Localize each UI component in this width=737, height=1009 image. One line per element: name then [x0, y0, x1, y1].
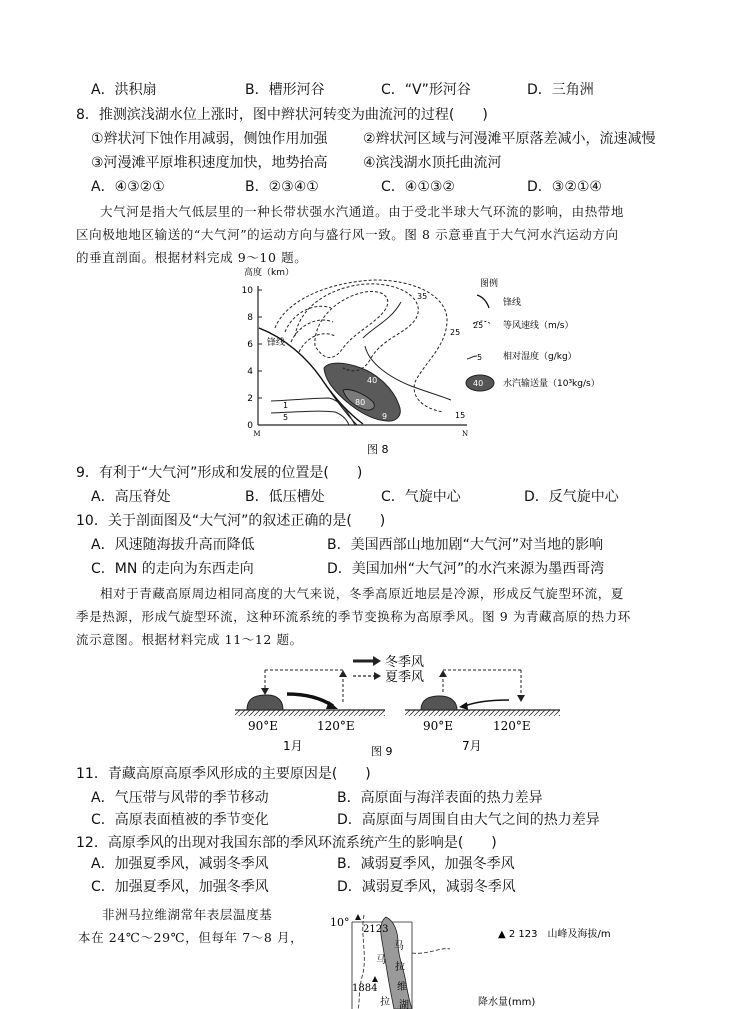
q12-option-a: A．加强夏季风，减弱冬季风 — [91, 856, 269, 872]
fig8-legend-flux-value: 40 — [473, 379, 484, 388]
q8-stem: 8．推测滨浅湖水位上涨时，图中辫状河转变为曲流河的过程( ) — [76, 107, 488, 123]
q9-option-a: A．高压脊处 — [91, 489, 171, 505]
q8-option-b: B．②③④① — [245, 179, 319, 195]
q10-option-a: A．风速随海拔升高而降低 — [91, 537, 255, 553]
material-1-line-2: 区向极地地区输送的“大气河”的运动方向与盛行风一致。图 8 示意垂直于大气河水汽运动方向 — [76, 227, 619, 242]
fig9-caption: 图 9 — [371, 745, 393, 758]
material-2-line-1: 相对于青藏高原周边相同高度的大气来说，冬季高原近地层是冷源，形成反气旋型环流，夏 — [100, 586, 625, 601]
q8-option-a: A．④③②① — [91, 179, 165, 195]
map-country-char-2: 拉 — [380, 997, 390, 1008]
material-3-line-1: 非洲马拉维湖常年表层温度基 — [102, 907, 273, 922]
q7-option-c: C．“V”形河谷 — [381, 82, 471, 98]
fig8-contour-25: 25 — [450, 328, 461, 337]
fig8-ytick-4: 4 — [247, 367, 253, 377]
fig9-plateau-july — [421, 696, 457, 710]
q12-option-c: C．加强夏季风，加强冬季风 — [91, 879, 269, 895]
fig8-contour-80: 80 — [355, 398, 366, 407]
q9-option-d: D．反气旋中心 — [524, 489, 619, 505]
fig8-ylabel: 高度（km） — [244, 268, 294, 278]
q9-stem: 9．有利于“大气河”形成和发展的位置是( ) — [76, 465, 363, 481]
q7-option-a: A．洪积扇 — [91, 82, 157, 98]
fig8-contour-1: 1 — [283, 401, 289, 410]
map-peak-icon-1 — [355, 914, 361, 920]
fig8-wind-isoline-25 — [295, 284, 418, 371]
fig9-jan-lon-120: 120°E — [317, 719, 355, 733]
fig8-ytick-0: 0 — [247, 421, 253, 431]
map-border-east — [412, 949, 450, 954]
q8-statement-3: ③河漫滩平原堆积速度加快，地势抬高 — [91, 155, 328, 171]
map-lake-char-3: 维 — [397, 982, 407, 993]
fig8-contour-15: 15 — [455, 411, 466, 420]
fig9-summer-label: 夏季风 — [385, 670, 425, 685]
material-1-line-1: 大气河是指大气低层里的一种长带状强水汽通道。由于受北半球大气环流的影响，由热带地 — [100, 204, 625, 219]
map-peak-1-elevation: 2123 — [363, 924, 389, 935]
material-2-line-3: 流示意图。根据材料完成 11～12 题。 — [76, 632, 303, 647]
fig8-contour-40: 40 — [367, 376, 378, 385]
fig8-legend-front-icon — [477, 295, 489, 308]
q8-statement-1: ①辫状河下蚀作用减弱，侧蚀作用加强 — [91, 131, 328, 147]
q8-option-c: C．④①③② — [381, 179, 455, 195]
malawi-map — [328, 905, 638, 1009]
q12-option-d: D．减弱夏季风，减弱冬季风 — [337, 879, 516, 895]
fig8-front-label: 锋线 — [267, 338, 286, 348]
map-legend-peak: ▲ 2 123 山峰及海拔/m — [498, 929, 611, 940]
fig8-legend-wind-value: 25 — [473, 321, 484, 330]
q8-statement-2: ②辫状河区域与河漫滩平原落差减小，流速减慢 — [363, 131, 656, 147]
map-country-char-1: 马 — [376, 955, 386, 966]
fig9-summer-legend-arrow — [353, 672, 381, 680]
fig8-label-m: M — [253, 430, 261, 438]
fig8-legend-humidity-icon — [467, 356, 477, 359]
fig8-caption: 图 8 — [367, 443, 389, 456]
fig8-legend-wind: 等风速线（m/s） — [503, 321, 574, 331]
fig8-wind-isoline-inner-2 — [291, 320, 333, 342]
map-lake-char-2: 拉 — [395, 962, 405, 973]
q10-option-b: B．美国西部山地加剧“大气河”对当地的影响 — [327, 537, 604, 553]
figure-8 — [215, 262, 675, 460]
fig8-ytick-6: 6 — [247, 340, 253, 350]
material-3-line-2: 本在 24℃～29℃，但每年 7～8 月， — [78, 930, 304, 945]
q9-option-c: C．气旋中心 — [381, 489, 461, 505]
fig9-january-panel — [235, 670, 385, 716]
material-1-line-3: 的垂直剖面。根据材料完成 9～10 题。 — [76, 250, 308, 265]
fig9-jul-lon-120: 120°E — [493, 719, 531, 733]
fig8-humidity-line-top — [363, 302, 401, 338]
fig9-summer-wind-arrow — [465, 700, 509, 706]
fig8-legend-title: 图例 — [480, 279, 499, 289]
q11-option-c: C．高原表面植被的季节变化 — [91, 812, 269, 828]
fig9-winter-wind-arrow — [287, 694, 333, 706]
figure-9 — [225, 650, 665, 758]
fig8-ytick-2: 2 — [247, 394, 253, 404]
fig8-legend-flux: 水汽输送量（10³kg/s） — [503, 379, 600, 389]
q8-option-d: D．③②①④ — [527, 179, 602, 195]
q11-stem: 11．青藏高原高原季风形成的主要原因是( ) — [76, 766, 371, 782]
material-2-line-2: 季是热源，形成气旋型环流，这种环流系统的季节变换称为高原季风。图 9 为青藏高原的热力环 — [76, 609, 631, 624]
fig8-wind-isoline-35 — [315, 291, 388, 357]
fig9-jul-lon-90: 90°E — [423, 719, 454, 733]
fig9-winter-legend-arrow — [353, 656, 381, 666]
fig8-legend-humidity-value: 5 — [477, 353, 483, 362]
q11-option-a: A．气压带与风带的季节移动 — [91, 790, 269, 806]
map-legend-rainfall: 降水量(mm) — [478, 997, 536, 1008]
fig8-contour-5: 5 — [283, 413, 289, 422]
fig8-ytick-10: 10 — [241, 286, 253, 296]
map-peak-icon-2 — [372, 976, 378, 982]
q10-option-c: C．MN 的走向为东西走向 — [91, 561, 254, 577]
q7-option-b: B．槽形河谷 — [245, 82, 325, 98]
fig8-contour-9: 9 — [382, 412, 388, 421]
q12-option-b: B．减弱夏季风，加强冬季风 — [337, 856, 515, 872]
q11-option-b: B．高原面与海洋表面的热力差异 — [337, 790, 543, 806]
fig8-ytick-8: 8 — [247, 313, 253, 323]
q12-stem: 12．高原季风的出现对我国东部的季风环流系统产生的影响是( ) — [76, 835, 497, 851]
q8-statement-4: ④滨浅湖水顶托曲流河 — [363, 155, 502, 171]
q7-option-d: D．三角洲 — [527, 82, 594, 98]
q9-option-b: B．低压槽处 — [245, 489, 325, 505]
q10-option-d: D．美国加州“大气河”的水汽来源为墨西哥湾 — [327, 561, 605, 577]
map-latitude-label: 10° — [330, 916, 350, 929]
fig9-winter-label: 冬季风 — [385, 655, 425, 670]
fig8-legend-front: 锋线 — [503, 298, 522, 308]
fig9-jan-lon-90: 90°E — [248, 719, 279, 733]
fig8-wind-isoline-inner-1 — [285, 306, 331, 332]
fig9-july-panel — [405, 670, 560, 716]
fig8-label-n: N — [461, 430, 469, 438]
q10-stem: 10．关于剖面图及“大气河”的叙述正确的是( ) — [76, 513, 386, 529]
fig8-contour-35: 35 — [417, 292, 428, 301]
fig8-legend-humidity: 相对湿度（g/kg） — [503, 352, 577, 362]
fig9-plateau-january — [247, 695, 283, 710]
map-lake-char-4: 湖 — [399, 1000, 409, 1009]
fig9-jan-label: 1月 — [283, 739, 303, 753]
map-lake-char-1: 马 — [394, 941, 404, 952]
fig9-jul-label: 7月 — [462, 739, 482, 753]
map-peak-2-elevation: 1884 — [352, 983, 378, 994]
q11-option-d: D．高原面与周围自由大气之间的热力差异 — [337, 812, 600, 828]
